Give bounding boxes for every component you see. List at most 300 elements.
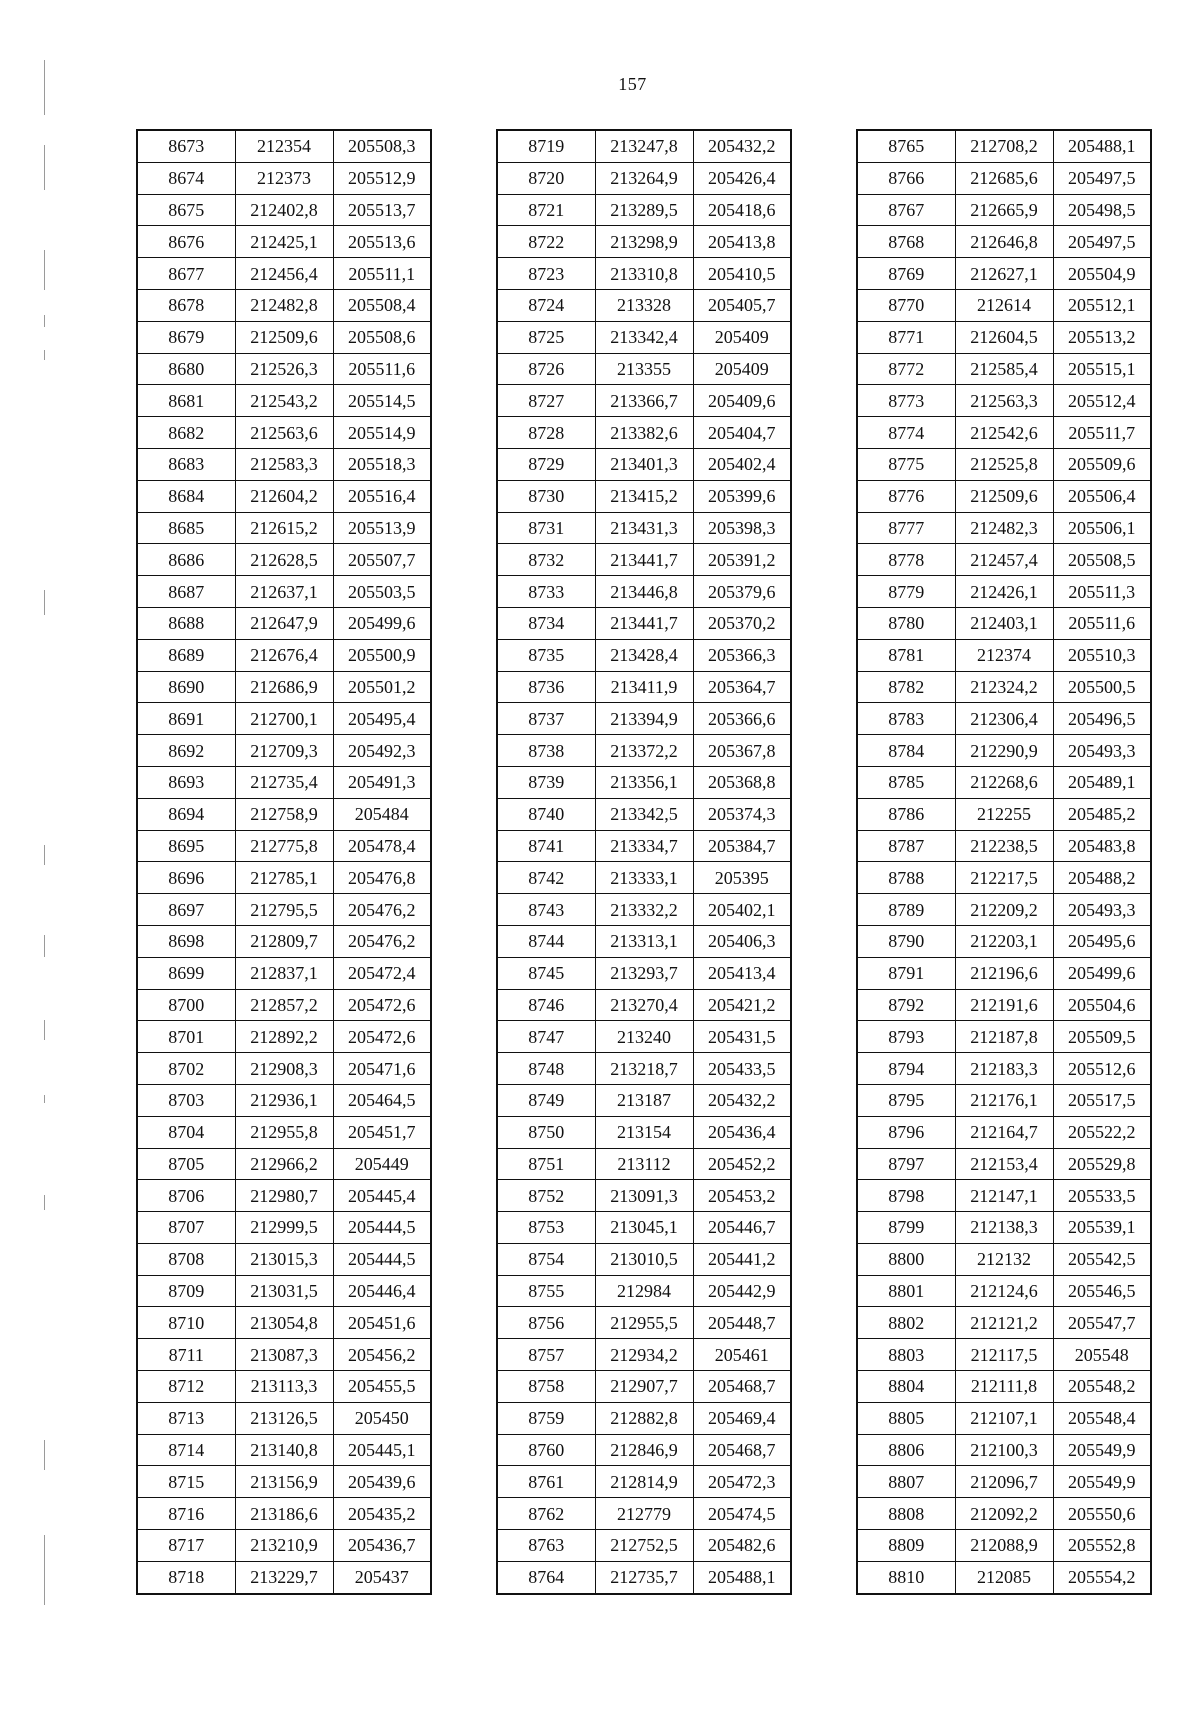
point-number-cell: 8753 — [497, 1212, 595, 1244]
y-coordinate-cell: 205542,5 — [1053, 1243, 1151, 1275]
x-coordinate-cell: 213334,7 — [595, 830, 693, 862]
x-coordinate-cell: 213441,7 — [595, 544, 693, 576]
y-coordinate-cell: 205409 — [693, 353, 791, 385]
x-coordinate-cell: 212085 — [955, 1561, 1053, 1593]
y-coordinate-cell: 205413,8 — [693, 226, 791, 258]
x-coordinate-cell: 212509,6 — [955, 480, 1053, 512]
table-row — [137, 1307, 431, 1339]
x-coordinate-cell: 212147,1 — [955, 1180, 1053, 1212]
table-row — [857, 735, 1151, 767]
point-number-cell: 8679 — [137, 321, 235, 353]
table-row — [497, 162, 791, 194]
y-coordinate-cell: 205495,4 — [333, 703, 431, 735]
y-coordinate-cell: 205472,4 — [333, 957, 431, 989]
x-coordinate-cell: 212563,6 — [235, 417, 333, 449]
point-number-cell: 8759 — [497, 1402, 595, 1434]
x-coordinate-cell: 212999,5 — [235, 1212, 333, 1244]
x-coordinate-cell: 212846,9 — [595, 1434, 693, 1466]
y-coordinate-cell: 205404,7 — [693, 417, 791, 449]
x-coordinate-cell: 212785,1 — [235, 862, 333, 894]
x-coordinate-cell: 212268,6 — [955, 766, 1053, 798]
x-coordinate-cell: 212735,4 — [235, 766, 333, 798]
table-row — [857, 703, 1151, 735]
point-number-cell: 8728 — [497, 417, 595, 449]
table-row — [137, 1561, 431, 1593]
x-coordinate-cell: 213045,1 — [595, 1212, 693, 1244]
point-number-cell: 8726 — [497, 353, 595, 385]
x-coordinate-cell: 212984 — [595, 1275, 693, 1307]
y-coordinate-cell: 205512,6 — [1053, 1053, 1151, 1085]
x-coordinate-cell: 212708,2 — [955, 130, 1053, 162]
table-row — [857, 1084, 1151, 1116]
y-coordinate-cell: 205513,9 — [333, 512, 431, 544]
point-number-cell: 8752 — [497, 1180, 595, 1212]
table-row — [497, 512, 791, 544]
point-number-cell: 8683 — [137, 448, 235, 480]
table-row — [857, 1180, 1151, 1212]
table-row — [137, 385, 431, 417]
x-coordinate-cell: 213355 — [595, 353, 693, 385]
point-number-cell: 8795 — [857, 1084, 955, 1116]
point-number-cell: 8674 — [137, 162, 235, 194]
point-number-cell: 8678 — [137, 289, 235, 321]
x-coordinate-cell: 213087,3 — [235, 1339, 333, 1371]
table-row — [497, 1371, 791, 1403]
x-coordinate-cell: 213342,4 — [595, 321, 693, 353]
y-coordinate-cell: 205446,4 — [333, 1275, 431, 1307]
point-number-cell: 8802 — [857, 1307, 955, 1339]
x-coordinate-cell: 212203,1 — [955, 925, 1053, 957]
x-coordinate-cell: 212183,3 — [955, 1053, 1053, 1085]
scan-mark — [44, 315, 45, 327]
y-coordinate-cell: 205448,7 — [693, 1307, 791, 1339]
x-coordinate-cell: 212735,7 — [595, 1561, 693, 1593]
y-coordinate-cell: 205402,4 — [693, 448, 791, 480]
table-row — [857, 1243, 1151, 1275]
point-number-cell: 8676 — [137, 226, 235, 258]
point-number-cell: 8707 — [137, 1212, 235, 1244]
scan-mark — [44, 590, 45, 615]
x-coordinate-cell: 213156,9 — [235, 1466, 333, 1498]
table-row — [857, 1339, 1151, 1371]
point-number-cell: 8710 — [137, 1307, 235, 1339]
y-coordinate-cell: 205468,7 — [693, 1371, 791, 1403]
x-coordinate-cell: 212255 — [955, 798, 1053, 830]
table-row — [137, 1530, 431, 1562]
y-coordinate-cell: 205512,4 — [1053, 385, 1151, 417]
table-row — [137, 830, 431, 862]
point-number-cell: 8758 — [497, 1371, 595, 1403]
point-number-cell: 8708 — [137, 1243, 235, 1275]
table-row — [137, 1402, 431, 1434]
x-coordinate-cell: 212966,2 — [235, 1148, 333, 1180]
table-row — [497, 1116, 791, 1148]
table-row — [497, 1021, 791, 1053]
point-number-cell: 8770 — [857, 289, 955, 321]
point-number-cell: 8772 — [857, 353, 955, 385]
table-row — [137, 1434, 431, 1466]
y-coordinate-cell: 205500,5 — [1053, 671, 1151, 703]
x-coordinate-cell: 212124,6 — [955, 1275, 1053, 1307]
point-number-cell: 8807 — [857, 1466, 955, 1498]
point-number-cell: 8734 — [497, 607, 595, 639]
x-coordinate-cell: 213298,9 — [595, 226, 693, 258]
table-row — [497, 1084, 791, 1116]
x-coordinate-cell: 213264,9 — [595, 162, 693, 194]
y-coordinate-cell: 205476,2 — [333, 894, 431, 926]
x-coordinate-cell: 213031,5 — [235, 1275, 333, 1307]
scan-mark — [44, 350, 45, 360]
x-coordinate-cell: 212857,2 — [235, 989, 333, 1021]
point-number-cell: 8789 — [857, 894, 955, 926]
x-coordinate-cell: 213356,1 — [595, 766, 693, 798]
table-row — [137, 1148, 431, 1180]
point-number-cell: 8709 — [137, 1275, 235, 1307]
scan-mark — [44, 1195, 45, 1210]
point-number-cell: 8698 — [137, 925, 235, 957]
table-row — [497, 417, 791, 449]
table-row — [857, 385, 1151, 417]
table-row — [857, 1021, 1151, 1053]
point-number-cell: 8769 — [857, 258, 955, 290]
table-row — [497, 735, 791, 767]
x-coordinate-cell: 212526,3 — [235, 353, 333, 385]
y-coordinate-cell: 205367,8 — [693, 735, 791, 767]
point-number-cell: 8781 — [857, 639, 955, 671]
y-coordinate-cell: 205435,2 — [333, 1498, 431, 1530]
x-coordinate-cell: 212138,3 — [955, 1212, 1053, 1244]
x-coordinate-cell: 212096,7 — [955, 1466, 1053, 1498]
point-number-cell: 8723 — [497, 258, 595, 290]
point-number-cell: 8806 — [857, 1434, 955, 1466]
table-row — [137, 957, 431, 989]
table-row — [497, 321, 791, 353]
point-number-cell: 8720 — [497, 162, 595, 194]
y-coordinate-cell: 205495,6 — [1053, 925, 1151, 957]
y-coordinate-cell: 205464,5 — [333, 1084, 431, 1116]
x-coordinate-cell: 212153,4 — [955, 1148, 1053, 1180]
table-row — [497, 671, 791, 703]
x-coordinate-cell: 212908,3 — [235, 1053, 333, 1085]
y-coordinate-cell: 205499,6 — [333, 607, 431, 639]
x-coordinate-cell: 212758,9 — [235, 798, 333, 830]
y-coordinate-cell: 205445,4 — [333, 1180, 431, 1212]
y-coordinate-cell: 205496,5 — [1053, 703, 1151, 735]
y-coordinate-cell: 205515,1 — [1053, 353, 1151, 385]
point-number-cell: 8771 — [857, 321, 955, 353]
x-coordinate-cell: 212374 — [955, 639, 1053, 671]
point-number-cell: 8774 — [857, 417, 955, 449]
page-number: 157 — [618, 74, 647, 94]
y-coordinate-cell: 205497,5 — [1053, 226, 1151, 258]
x-coordinate-cell: 212814,9 — [595, 1466, 693, 1498]
table-row — [857, 321, 1151, 353]
point-number-cell: 8765 — [857, 130, 955, 162]
x-coordinate-cell: 212775,8 — [235, 830, 333, 862]
x-coordinate-cell: 212425,1 — [235, 226, 333, 258]
y-coordinate-cell: 205469,4 — [693, 1402, 791, 1434]
y-coordinate-cell: 205549,9 — [1053, 1466, 1151, 1498]
x-coordinate-cell: 212709,3 — [235, 735, 333, 767]
table-row — [857, 258, 1151, 290]
point-number-cell: 8742 — [497, 862, 595, 894]
x-coordinate-cell: 212290,9 — [955, 735, 1053, 767]
y-coordinate-cell: 205370,2 — [693, 607, 791, 639]
x-coordinate-cell: 212627,1 — [955, 258, 1053, 290]
x-coordinate-cell: 212191,6 — [955, 989, 1053, 1021]
point-number-cell: 8675 — [137, 194, 235, 226]
y-coordinate-cell: 205511,3 — [1053, 576, 1151, 608]
y-coordinate-cell: 205413,4 — [693, 957, 791, 989]
point-number-cell: 8697 — [137, 894, 235, 926]
point-number-cell: 8786 — [857, 798, 955, 830]
x-coordinate-cell: 212403,1 — [955, 607, 1053, 639]
point-number-cell: 8729 — [497, 448, 595, 480]
table-row — [137, 1275, 431, 1307]
point-number-cell: 8756 — [497, 1307, 595, 1339]
table-row — [137, 512, 431, 544]
point-number-cell: 8724 — [497, 289, 595, 321]
y-coordinate-cell: 205468,7 — [693, 1434, 791, 1466]
scan-mark — [44, 845, 45, 865]
y-coordinate-cell: 205433,5 — [693, 1053, 791, 1085]
x-coordinate-cell: 213310,8 — [595, 258, 693, 290]
point-number-cell: 8796 — [857, 1116, 955, 1148]
point-number-cell: 8732 — [497, 544, 595, 576]
point-number-cell: 8808 — [857, 1498, 955, 1530]
point-number-cell: 8761 — [497, 1466, 595, 1498]
point-number-cell: 8687 — [137, 576, 235, 608]
x-coordinate-cell: 212164,7 — [955, 1116, 1053, 1148]
point-number-cell: 8762 — [497, 1498, 595, 1530]
table-row — [137, 289, 431, 321]
y-coordinate-cell: 205384,7 — [693, 830, 791, 862]
x-coordinate-cell: 213289,5 — [595, 194, 693, 226]
y-coordinate-cell: 205461 — [693, 1339, 791, 1371]
table-row — [137, 194, 431, 226]
y-coordinate-cell: 205445,1 — [333, 1434, 431, 1466]
point-number-cell: 8694 — [137, 798, 235, 830]
point-number-cell: 8797 — [857, 1148, 955, 1180]
y-coordinate-cell: 205478,4 — [333, 830, 431, 862]
x-coordinate-cell: 212509,6 — [235, 321, 333, 353]
x-coordinate-cell: 213446,8 — [595, 576, 693, 608]
x-coordinate-cell: 212482,8 — [235, 289, 333, 321]
y-coordinate-cell: 205398,3 — [693, 512, 791, 544]
y-coordinate-cell: 205550,6 — [1053, 1498, 1151, 1530]
point-number-cell: 8747 — [497, 1021, 595, 1053]
table-row — [857, 1498, 1151, 1530]
y-coordinate-cell: 205514,5 — [333, 385, 431, 417]
point-number-cell: 8713 — [137, 1402, 235, 1434]
x-coordinate-cell: 213428,4 — [595, 639, 693, 671]
y-coordinate-cell: 205506,1 — [1053, 512, 1151, 544]
y-coordinate-cell: 205472,3 — [693, 1466, 791, 1498]
x-coordinate-cell: 212176,1 — [955, 1084, 1053, 1116]
point-number-cell: 8735 — [497, 639, 595, 671]
table-row — [137, 671, 431, 703]
x-coordinate-cell: 212456,4 — [235, 258, 333, 290]
point-number-cell: 8754 — [497, 1243, 595, 1275]
coordinate-table-middle — [496, 129, 792, 1595]
point-number-cell: 8764 — [497, 1561, 595, 1593]
table-row — [857, 1371, 1151, 1403]
table-row — [497, 862, 791, 894]
point-number-cell: 8778 — [857, 544, 955, 576]
table-row — [857, 957, 1151, 989]
point-number-cell: 8688 — [137, 607, 235, 639]
table-row — [857, 448, 1151, 480]
x-coordinate-cell: 212907,7 — [595, 1371, 693, 1403]
y-coordinate-cell: 205503,5 — [333, 576, 431, 608]
table-row — [497, 703, 791, 735]
y-coordinate-cell: 205421,2 — [693, 989, 791, 1021]
table-row — [497, 1434, 791, 1466]
y-coordinate-cell: 205499,6 — [1053, 957, 1151, 989]
x-coordinate-cell: 213313,1 — [595, 925, 693, 957]
x-coordinate-cell: 212685,6 — [955, 162, 1053, 194]
point-number-cell: 8699 — [137, 957, 235, 989]
point-number-cell: 8739 — [497, 766, 595, 798]
table-row — [497, 607, 791, 639]
x-coordinate-cell: 212482,3 — [955, 512, 1053, 544]
x-coordinate-cell: 213229,7 — [235, 1561, 333, 1593]
y-coordinate-cell: 205406,3 — [693, 925, 791, 957]
y-coordinate-cell: 205409 — [693, 321, 791, 353]
x-coordinate-cell: 213332,2 — [595, 894, 693, 926]
x-coordinate-cell: 212637,1 — [235, 576, 333, 608]
scan-mark — [44, 1535, 45, 1605]
point-number-cell: 8740 — [497, 798, 595, 830]
y-coordinate-cell: 205549,9 — [1053, 1434, 1151, 1466]
table-row — [497, 480, 791, 512]
point-number-cell: 8706 — [137, 1180, 235, 1212]
x-coordinate-cell: 212238,5 — [955, 830, 1053, 862]
table-row — [137, 417, 431, 449]
table-row — [857, 1402, 1151, 1434]
x-coordinate-cell: 212542,6 — [955, 417, 1053, 449]
x-coordinate-cell: 213411,9 — [595, 671, 693, 703]
x-coordinate-cell: 213270,4 — [595, 989, 693, 1021]
table-row — [857, 639, 1151, 671]
table-row — [857, 925, 1151, 957]
y-coordinate-cell: 205509,5 — [1053, 1021, 1151, 1053]
x-coordinate-cell: 212354 — [235, 130, 333, 162]
y-coordinate-cell: 205511,7 — [1053, 417, 1151, 449]
y-coordinate-cell: 205488,2 — [1053, 862, 1151, 894]
point-number-cell: 8727 — [497, 385, 595, 417]
point-number-cell: 8798 — [857, 1180, 955, 1212]
table-row — [497, 1307, 791, 1339]
x-coordinate-cell: 212543,2 — [235, 385, 333, 417]
point-number-cell: 8696 — [137, 862, 235, 894]
table-row — [497, 576, 791, 608]
point-number-cell: 8746 — [497, 989, 595, 1021]
point-number-cell: 8681 — [137, 385, 235, 417]
x-coordinate-cell: 212111,8 — [955, 1371, 1053, 1403]
x-coordinate-cell: 212615,2 — [235, 512, 333, 544]
y-coordinate-cell: 205539,1 — [1053, 1212, 1151, 1244]
y-coordinate-cell: 205472,6 — [333, 1021, 431, 1053]
point-number-cell: 8705 — [137, 1148, 235, 1180]
point-number-cell: 8779 — [857, 576, 955, 608]
table-row — [857, 1434, 1151, 1466]
y-coordinate-cell: 205514,9 — [333, 417, 431, 449]
table-row — [857, 417, 1151, 449]
x-coordinate-cell: 212583,3 — [235, 448, 333, 480]
y-coordinate-cell: 205472,6 — [333, 989, 431, 1021]
point-number-cell: 8730 — [497, 480, 595, 512]
point-number-cell: 8801 — [857, 1275, 955, 1307]
y-coordinate-cell: 205501,2 — [333, 671, 431, 703]
point-number-cell: 8700 — [137, 989, 235, 1021]
y-coordinate-cell: 205506,4 — [1053, 480, 1151, 512]
y-coordinate-cell: 205513,6 — [333, 226, 431, 258]
scan-margin-marks — [44, 0, 50, 1715]
point-number-cell: 8690 — [137, 671, 235, 703]
point-number-cell: 8704 — [137, 1116, 235, 1148]
table-row — [137, 798, 431, 830]
point-number-cell: 8701 — [137, 1021, 235, 1053]
x-coordinate-cell: 212809,7 — [235, 925, 333, 957]
table-row — [857, 480, 1151, 512]
table-row — [137, 1180, 431, 1212]
table-row — [137, 862, 431, 894]
point-number-cell: 8738 — [497, 735, 595, 767]
x-coordinate-cell: 213113,3 — [235, 1371, 333, 1403]
y-coordinate-cell: 205508,4 — [333, 289, 431, 321]
x-coordinate-cell: 213247,8 — [595, 130, 693, 162]
x-coordinate-cell: 213015,3 — [235, 1243, 333, 1275]
y-coordinate-cell: 205446,7 — [693, 1212, 791, 1244]
table-row — [857, 162, 1151, 194]
y-coordinate-cell: 205508,5 — [1053, 544, 1151, 576]
table-row — [137, 1116, 431, 1148]
x-coordinate-cell: 213328 — [595, 289, 693, 321]
x-coordinate-cell: 212647,9 — [235, 607, 333, 639]
table-row — [137, 258, 431, 290]
y-coordinate-cell: 205418,6 — [693, 194, 791, 226]
point-number-cell: 8717 — [137, 1530, 235, 1562]
point-number-cell: 8799 — [857, 1212, 955, 1244]
table-row — [497, 448, 791, 480]
table-row — [857, 1275, 1151, 1307]
y-coordinate-cell: 205410,5 — [693, 258, 791, 290]
x-coordinate-cell: 213415,2 — [595, 480, 693, 512]
point-number-cell: 8784 — [857, 735, 955, 767]
table-row — [137, 576, 431, 608]
y-coordinate-cell: 205552,8 — [1053, 1530, 1151, 1562]
x-coordinate-cell: 212187,8 — [955, 1021, 1053, 1053]
x-coordinate-cell: 213186,6 — [235, 1498, 333, 1530]
y-coordinate-cell: 205511,1 — [333, 258, 431, 290]
point-number-cell: 8731 — [497, 512, 595, 544]
point-number-cell: 8791 — [857, 957, 955, 989]
x-coordinate-cell: 212955,5 — [595, 1307, 693, 1339]
point-number-cell: 8691 — [137, 703, 235, 735]
y-coordinate-cell: 205492,3 — [333, 735, 431, 767]
point-number-cell: 8714 — [137, 1434, 235, 1466]
point-number-cell: 8737 — [497, 703, 595, 735]
point-number-cell: 8803 — [857, 1339, 955, 1371]
point-number-cell: 8782 — [857, 671, 955, 703]
table-row — [857, 989, 1151, 1021]
point-number-cell: 8718 — [137, 1561, 235, 1593]
table-row — [857, 1148, 1151, 1180]
table-row — [857, 798, 1151, 830]
x-coordinate-cell: 213366,7 — [595, 385, 693, 417]
table-row — [857, 1116, 1151, 1148]
